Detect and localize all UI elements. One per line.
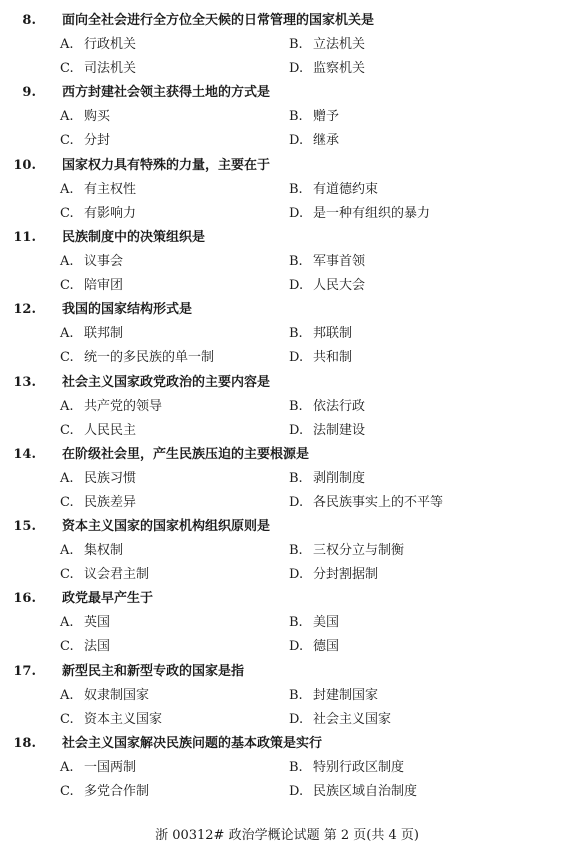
question-item xyxy=(0,662,574,734)
option-letter: A. xyxy=(60,326,74,342)
option-text: 司法机关 xyxy=(84,61,137,76)
answer-option xyxy=(60,276,123,296)
question-text: 资本主义国家的国家机构组织原则是 xyxy=(62,519,271,535)
option-text: 社会主义国家 xyxy=(313,711,392,727)
answer-option xyxy=(60,637,110,657)
question-stem xyxy=(0,734,560,754)
question-stem xyxy=(0,662,560,682)
option-letter: B. xyxy=(289,760,303,775)
question-text: 国家权力具有特殊的力量，主要在于 xyxy=(62,157,271,173)
option-letter: D. xyxy=(289,639,304,655)
option-text: 有道德约束 xyxy=(313,181,379,197)
option-letter: B. xyxy=(289,470,303,486)
option-letter: B. xyxy=(289,109,303,125)
option-text: 法制建设 xyxy=(313,422,366,438)
option-letter: B. xyxy=(289,687,303,703)
option-letter: B. xyxy=(289,615,303,631)
option-letter: D. xyxy=(289,277,304,293)
option-text: 立法机关 xyxy=(313,37,366,52)
answer-option xyxy=(60,541,123,561)
option-letter: D. xyxy=(289,422,304,438)
question-stem xyxy=(0,11,560,31)
question-number: 9. xyxy=(22,85,36,101)
answer-option xyxy=(60,59,136,79)
option-letter: D. xyxy=(289,567,304,583)
answer-option xyxy=(60,758,136,778)
option-text: 监察机关 xyxy=(313,61,366,76)
question-number: 11. xyxy=(13,229,36,245)
answer-option xyxy=(60,348,214,368)
answer-option xyxy=(289,131,339,151)
option-text: 购买 xyxy=(84,109,111,125)
option-letter: D. xyxy=(289,711,304,727)
question-stem xyxy=(0,83,560,103)
answer-option xyxy=(289,637,339,657)
option-letter: C. xyxy=(60,277,74,293)
option-letter: C. xyxy=(60,350,74,366)
option-text: 多党合作制 xyxy=(84,784,150,799)
question-text: 在阶级社会里，产生民族压迫的主要根源是 xyxy=(62,446,310,462)
option-letter: C. xyxy=(60,639,74,655)
option-text: 有影响力 xyxy=(84,205,137,221)
option-letter: B. xyxy=(289,398,303,414)
option-text: 德国 xyxy=(313,639,340,655)
question-item xyxy=(0,300,574,372)
question-text: 西方封建社会领主获得土地的方式是 xyxy=(62,85,271,101)
option-letter: C. xyxy=(60,61,74,76)
question-number: 12. xyxy=(13,302,36,318)
option-letter: B. xyxy=(289,543,303,559)
option-letter: A. xyxy=(60,181,74,197)
option-letter: C. xyxy=(60,784,74,799)
question-item xyxy=(0,228,574,300)
option-text: 法国 xyxy=(84,639,111,655)
option-text: 封建制国家 xyxy=(313,687,379,703)
answer-option xyxy=(289,613,339,633)
question-stem xyxy=(0,517,560,537)
answer-option xyxy=(60,35,136,55)
question-number: 14. xyxy=(13,446,36,462)
answer-option xyxy=(289,59,365,79)
question-number: 8. xyxy=(22,13,36,28)
answer-option xyxy=(60,397,162,417)
option-letter: A. xyxy=(60,687,74,703)
option-text: 奴隶制国家 xyxy=(84,687,150,703)
question-stem xyxy=(0,373,560,393)
option-letter: A. xyxy=(60,109,74,125)
option-letter: B. xyxy=(289,37,303,52)
question-stem xyxy=(0,589,560,609)
answer-option xyxy=(60,782,149,802)
answer-option xyxy=(289,686,378,706)
answer-option xyxy=(60,710,162,730)
option-letter: C. xyxy=(60,133,74,149)
answer-option xyxy=(289,782,417,802)
option-letter: D. xyxy=(289,784,304,799)
option-text: 依法行政 xyxy=(313,398,366,414)
option-letter: A. xyxy=(60,398,74,414)
option-text: 民族区域自治制度 xyxy=(313,784,418,799)
question-text: 政党最早产生于 xyxy=(62,591,154,607)
option-letter: B. xyxy=(289,181,303,197)
option-text: 民族习惯 xyxy=(84,470,137,486)
option-text: 是一种有组织的暴力 xyxy=(313,205,431,221)
question-stem xyxy=(0,445,560,465)
option-text: 陪审团 xyxy=(84,277,124,293)
answer-option xyxy=(289,421,365,441)
answer-option xyxy=(289,710,391,730)
option-text: 资本主义国家 xyxy=(84,711,163,727)
answer-option xyxy=(60,324,123,344)
question-item xyxy=(0,517,574,589)
option-text: 有主权性 xyxy=(84,181,137,197)
answer-option xyxy=(60,613,110,633)
answer-option xyxy=(289,252,365,272)
option-text: 共产党的领导 xyxy=(84,398,163,414)
option-text: 行政机关 xyxy=(84,37,137,52)
answer-option xyxy=(289,35,365,55)
question-text: 新型民主和新型专政的国家是指 xyxy=(62,663,245,679)
question-number: 13. xyxy=(13,374,36,390)
option-text: 统一的多民族的单一制 xyxy=(84,350,215,366)
option-text: 集权制 xyxy=(84,543,124,559)
answer-option xyxy=(289,493,443,513)
answer-option xyxy=(60,565,149,585)
question-item xyxy=(0,445,574,517)
option-text: 继承 xyxy=(313,133,340,149)
answer-option xyxy=(60,686,149,706)
answer-option xyxy=(289,565,378,585)
option-letter: B. xyxy=(289,326,303,342)
option-text: 军事首领 xyxy=(313,253,366,269)
answer-option xyxy=(289,541,404,561)
option-letter: D. xyxy=(289,350,304,366)
answer-option xyxy=(60,204,136,224)
answer-option xyxy=(289,324,352,344)
option-letter: A. xyxy=(60,615,74,631)
option-text: 赠予 xyxy=(313,109,340,125)
option-text: 人民民主 xyxy=(84,422,137,438)
question-text: 社会主义国家解决民族问题的基本政策是实行 xyxy=(62,736,323,751)
answer-option xyxy=(289,348,352,368)
option-text: 共和制 xyxy=(313,350,353,366)
option-text: 三权分立与制衡 xyxy=(313,543,405,559)
question-item xyxy=(0,156,574,228)
answer-option xyxy=(60,421,136,441)
answer-option xyxy=(289,180,378,200)
option-text: 美国 xyxy=(313,615,340,631)
question-item xyxy=(0,11,574,83)
question-stem xyxy=(0,300,560,320)
option-letter: D. xyxy=(289,61,304,76)
answer-option xyxy=(289,107,339,127)
question-number: 15. xyxy=(13,519,36,535)
answer-option xyxy=(289,397,365,417)
page-footer: 浙 00312# 政治学概论试题 第 2 页(共 4 页) xyxy=(155,828,419,843)
question-stem xyxy=(0,156,560,176)
option-letter: A. xyxy=(60,543,74,559)
option-letter: C. xyxy=(60,711,74,727)
answer-option xyxy=(60,252,123,272)
question-text: 民族制度中的决策组织是 xyxy=(62,229,206,245)
option-letter: D. xyxy=(289,133,304,149)
question-number: 10. xyxy=(13,157,36,173)
question-text: 我国的国家结构形式是 xyxy=(62,302,193,318)
option-letter: C. xyxy=(60,422,74,438)
option-letter: A. xyxy=(60,37,74,52)
option-text: 剥削制度 xyxy=(313,470,366,486)
question-number: 16. xyxy=(13,591,36,607)
question-stem xyxy=(0,228,560,248)
answer-option xyxy=(289,204,430,224)
option-text: 分封 xyxy=(84,133,111,149)
answer-option xyxy=(60,107,110,127)
option-letter: A. xyxy=(60,253,74,269)
option-letter: A. xyxy=(60,470,74,486)
option-text: 各民族事实上的不平等 xyxy=(313,494,444,510)
question-number: 18. xyxy=(13,736,36,751)
option-text: 英国 xyxy=(84,615,111,631)
option-text: 议事会 xyxy=(84,253,124,269)
answer-option xyxy=(289,758,404,778)
option-letter: D. xyxy=(289,205,304,221)
option-text: 一国两制 xyxy=(84,760,137,775)
question-text: 面向全社会进行全方位全天候的日常管理的国家机关是 xyxy=(62,13,375,28)
option-text: 邦联制 xyxy=(313,326,353,342)
option-text: 特别行政区制度 xyxy=(313,760,405,775)
option-text: 分封割据制 xyxy=(313,567,379,583)
option-text: 人民大会 xyxy=(313,277,366,293)
option-text: 议会君主制 xyxy=(84,567,150,583)
answer-option xyxy=(289,469,365,489)
question-text: 社会主义国家政党政治的主要内容是 xyxy=(62,374,271,390)
option-letter: B. xyxy=(289,253,303,269)
question-item xyxy=(0,734,574,806)
answer-option xyxy=(60,469,136,489)
option-letter: A. xyxy=(60,760,74,775)
option-letter: C. xyxy=(60,567,74,583)
option-text: 民族差异 xyxy=(84,494,137,510)
option-letter: C. xyxy=(60,494,74,510)
question-number: 17. xyxy=(13,663,36,679)
option-text: 联邦制 xyxy=(84,326,124,342)
answer-option xyxy=(60,180,136,200)
answer-option xyxy=(60,493,136,513)
answer-option xyxy=(289,276,365,296)
option-letter: C. xyxy=(60,205,74,221)
question-item xyxy=(0,83,574,155)
question-item xyxy=(0,589,574,661)
question-item xyxy=(0,373,574,445)
answer-option xyxy=(60,131,110,151)
option-letter: D. xyxy=(289,494,304,510)
